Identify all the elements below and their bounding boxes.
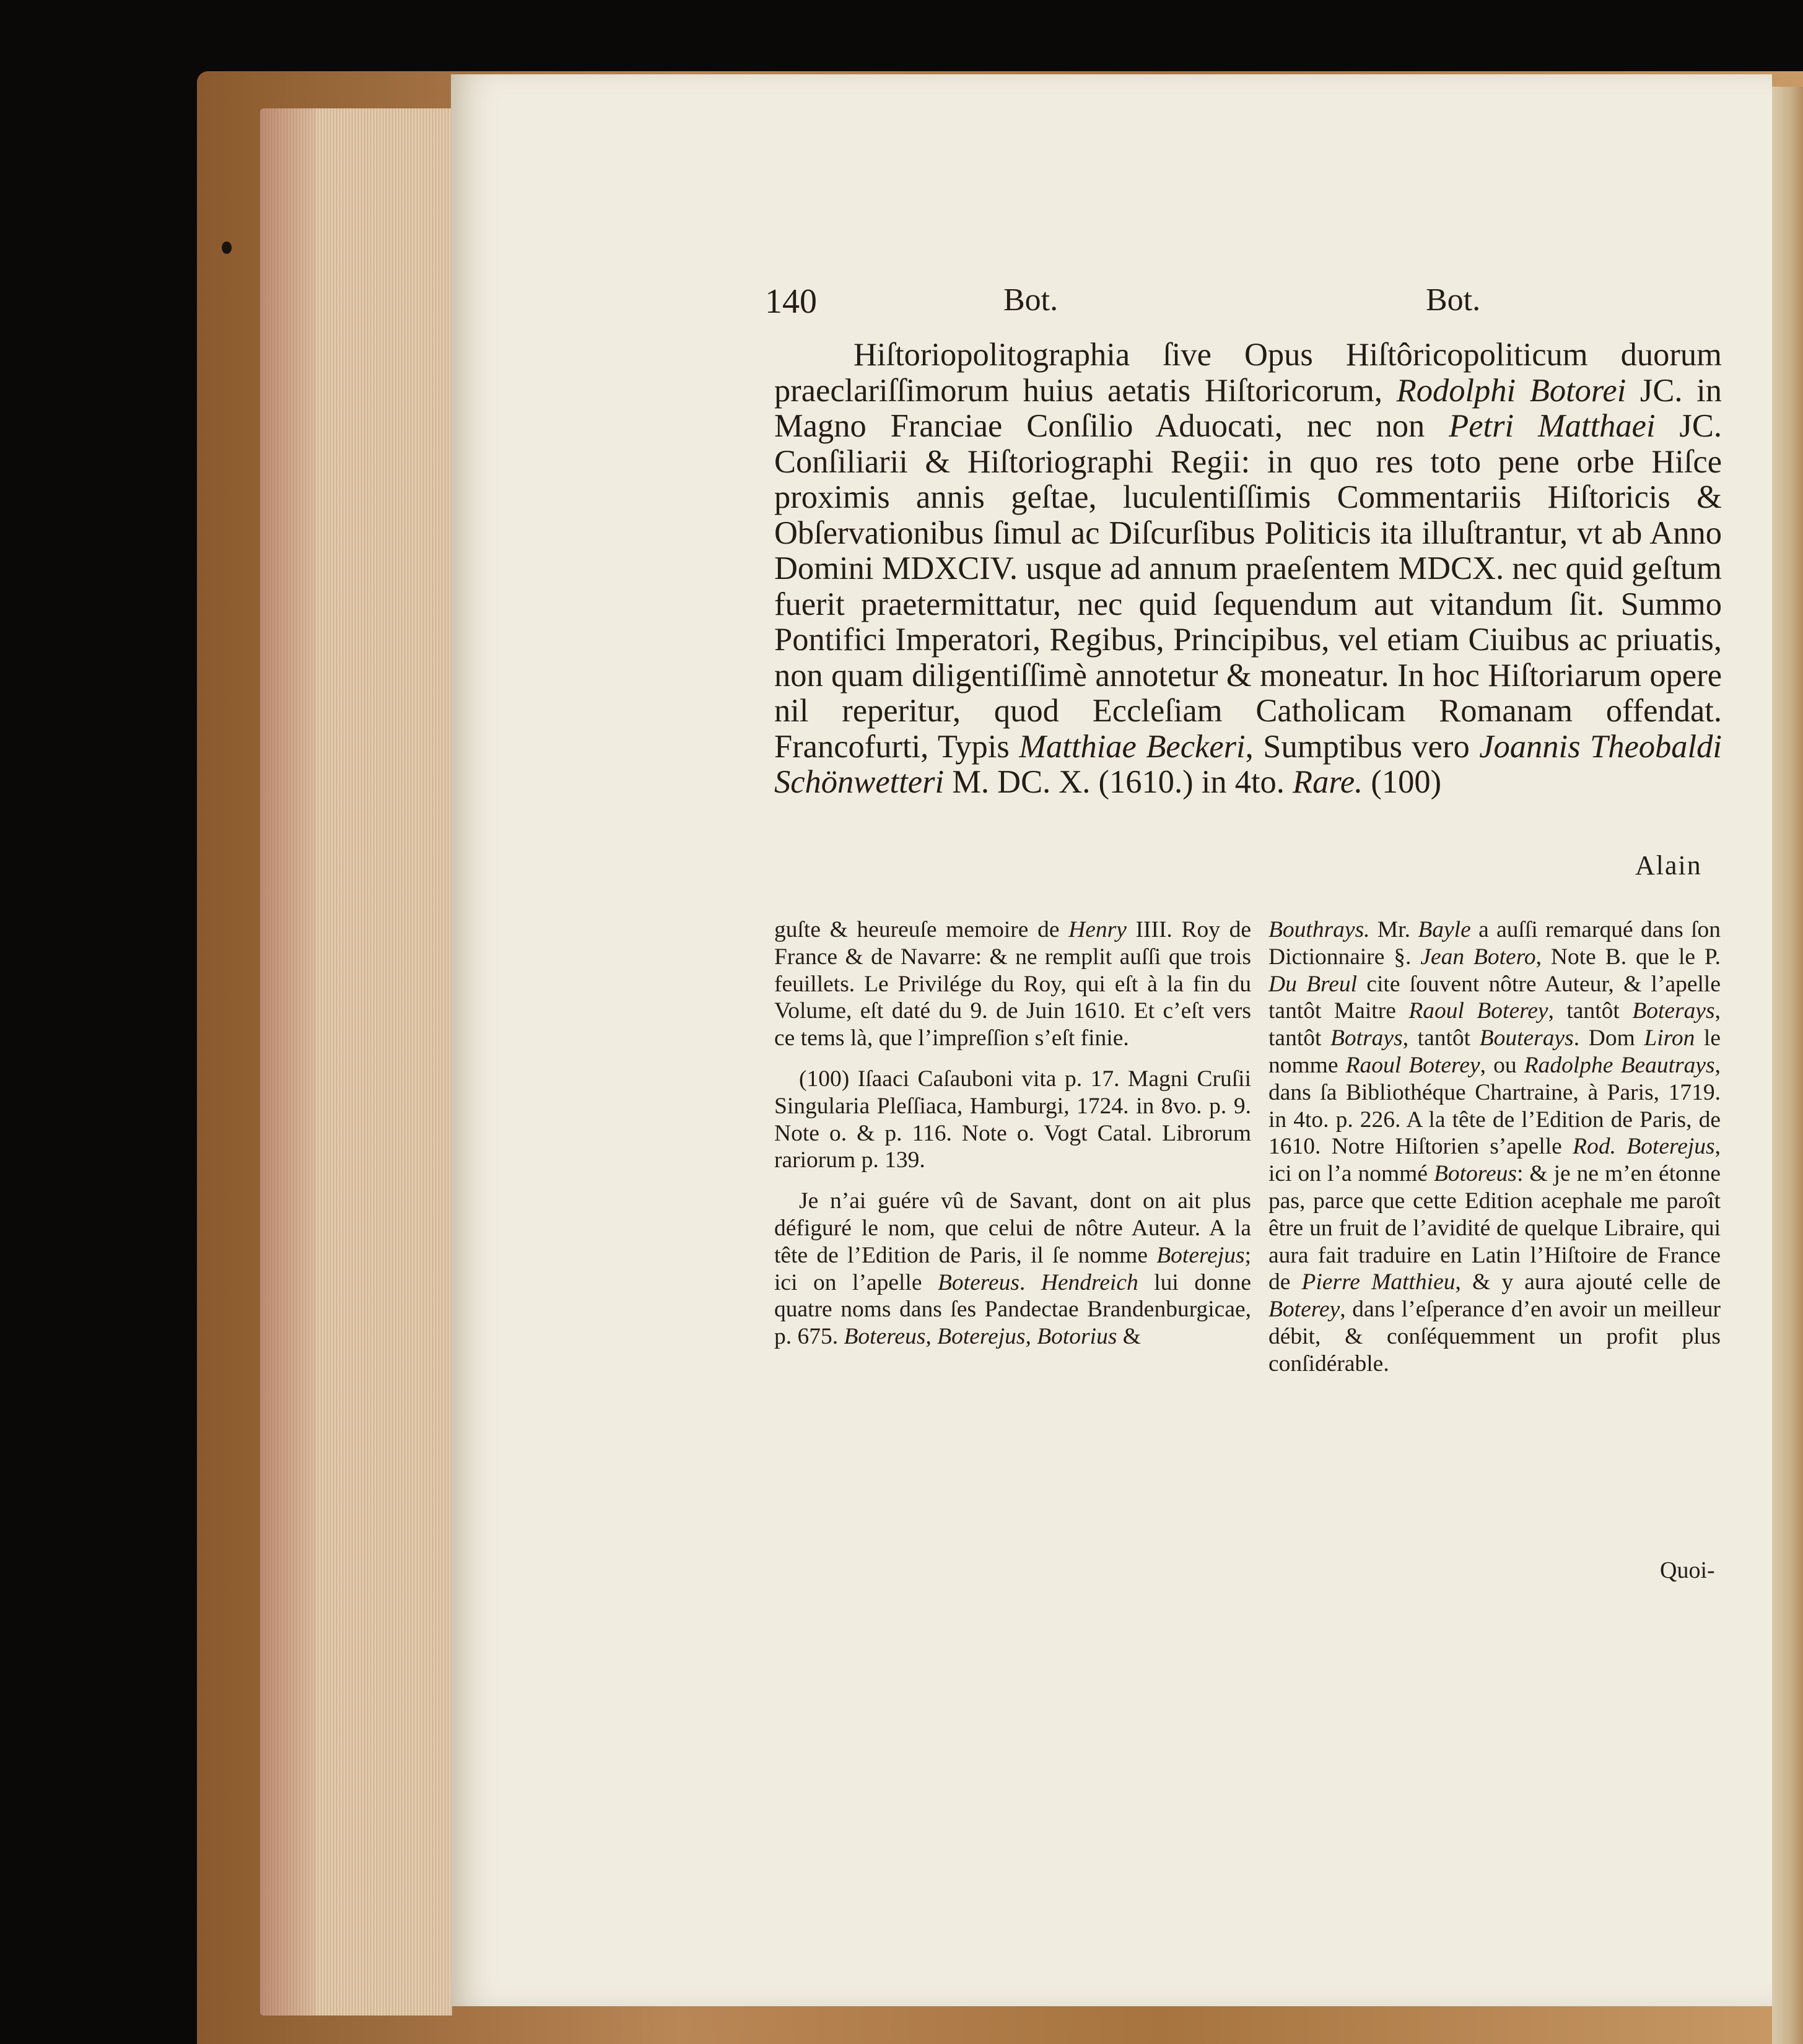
name-hendreich: Hendreich [1041, 1269, 1138, 1295]
name-variant: Botereus [938, 1269, 1019, 1295]
name-variant: Botrays [1330, 1025, 1403, 1051]
left-column [774, 916, 1251, 1364]
title-text-4: , Sumptibus vero [1245, 728, 1480, 765]
footnote-ref: (100) [1363, 764, 1442, 800]
name-liron: Liron [1644, 1025, 1695, 1051]
facing-page-edge [1772, 87, 1803, 2044]
publisher-name: Joannis Theobaldi Schönwetteri [774, 728, 1722, 800]
title-text-5: M. DC. X. (1610.) in 4to. [944, 764, 1293, 800]
text-run: . Dom [1573, 1025, 1644, 1051]
name-variant: Raoul Boterey [1345, 1052, 1480, 1078]
title-text-1: Hiſtoriopolitographia ſive Opus Hiſtôricopoliticum duorum praeclariſſimorum huius aetatis Hiſtoricorum, [774, 337, 1722, 409]
name-variant: Boterey [1268, 1297, 1340, 1323]
running-head-left: Bot. [1003, 282, 1059, 318]
left-paragraph-1 [774, 916, 1251, 1052]
text-run: , tantôt [1548, 998, 1633, 1024]
text-run: a auſſi remarqué dans ſon Dictionnaire §. [1268, 917, 1721, 970]
text-run: cite ſouvent nôtre Auteur, & l’apelle tantôt Maitre [1268, 971, 1721, 1024]
name-bayle: Bayle [1418, 917, 1471, 942]
text-run: ; ici on l’apelle [774, 1242, 1251, 1295]
text-run: . [1019, 1269, 1041, 1295]
running-head-right: Bot. [1426, 282, 1481, 318]
title-text-2: JC. in Magno Franciae Conſilio Aduocati, nec non [774, 372, 1722, 444]
name-matthieu: Pierre Matthieu [1301, 1269, 1456, 1295]
title-text-3: JC. Conſiliarii & Hiſtoriographi Regii: in quo res toto pene orbe Hiſce proximis annis geſtae, luculentiſſimis Commentariis Hiſtoricis & Obſervationibus ſimul ac Diſcurſibus Politicis ita illuſtrantur, vt ab Anno Domini MDXCIV. usque ad annum praeſentem MDCX. nec quid geſtum fuerit praetermittatur, nec quid ſequendum aut vitandum ſit. Summo Pontifici Imperatori, Regibus, Principibus, vel etiam Ciuibus ac priuatis, non quam diligentiſſimè annotetur & moneatur. In hoc Hiſtoriarum opere nil reperitur, quod Eccleſiam Catholicam Romanam offendat. Francofurti, Typis [774, 408, 1722, 765]
text-run: le nomme [1268, 1025, 1721, 1078]
text-run: , dans l’eſperance d’en avoir un meilleur débit, & conſéquemment un profit plus conſidérable. [1268, 1297, 1721, 1376]
text-run: , tantôt [1402, 1025, 1480, 1051]
name-variant: Botoreus [1433, 1161, 1517, 1187]
name-variant: Boterays [1632, 998, 1715, 1024]
name-botero: Jean Botero [1420, 944, 1536, 970]
page-number: 140 [765, 282, 817, 321]
name-variant: Bouterays [1479, 1025, 1574, 1051]
text-run: : & je ne m’en étonne pas, parce que cette Edition acephale me paroît être un fruit de l’avidité de quelque Libraire, qui aura fait traduire en Latin l’Hiſtoire de France de [1268, 1161, 1721, 1295]
page-edge-stain [260, 108, 316, 2016]
text-run: Mr. [1369, 917, 1418, 942]
text-run: & [1117, 1324, 1141, 1350]
cover-hole [222, 241, 232, 254]
name-variant: Bouthrays. [1268, 917, 1370, 942]
right-column [1268, 916, 1721, 1391]
rare-label: Rare. [1293, 764, 1363, 800]
left-paragraph-3 [774, 1188, 1251, 1350]
text-run: Je n’ai guére vû de Savant, dont on ait plus défiguré le nom, que celui de nôtre Auteur. A la tête de l’Edition de Paris, il ſe nomme [774, 1188, 1251, 1268]
name-dubreul: Du Breul [1268, 971, 1358, 997]
author-name-matthaei: Petri Matthaei [1449, 408, 1656, 444]
text-run: , dans ſa Bibliothéque Chartraine, à Paris, 1719. in 4to. p. 226. A la tête de l’Edition de Paris, de 1610. Notre Hiſtorien s’apelle [1268, 1052, 1721, 1160]
name-variant: Raoul Boterey [1408, 998, 1548, 1024]
text-run: guſte & heureuſe memoire de [774, 917, 1069, 942]
name-variant: Radolphe Beautrays [1524, 1052, 1715, 1078]
printer-name: Matthiae Beckeri [1019, 728, 1246, 765]
name-henry: Henry [1068, 917, 1127, 942]
text-run: , tantôt [1268, 998, 1721, 1051]
catchword-bottom: Quoi- [1660, 1557, 1715, 1583]
name-variant: Botereus, Boterejus, Botorius [844, 1324, 1117, 1350]
author-name-botorei: Rodolphi Botorei [1396, 372, 1626, 409]
text-run: IIII. Roy de France & de Navarre: & ne remplit auſſi que trois feuillets. Le Privilége du Roy, qui eſt à la fin du Volume, eſt daté du 9. de Juin 1610. Et c’eſt vers ce tems là, que l’impreſſion s’eſt finie. [774, 917, 1251, 1051]
name-variant: Boterejus [1156, 1242, 1245, 1268]
right-paragraph-1 [1268, 916, 1721, 1378]
catchword-top: Alain [1635, 850, 1702, 881]
name-variant: Rod. Boterejus [1573, 1134, 1715, 1160]
text-run: , ici on l’a nommé [1268, 1134, 1721, 1187]
title-entry [774, 337, 1722, 801]
left-paragraph-2: (100) Iſaaci Caſauboni vita p. 17. Magni Cruſii Singularia Pleſſiaca, Hamburgi, 1724. in 8vo. p. 9. Note o. & p. 116. Note o. Vogt Catal. Librorum rariorum p. 139. [774, 1066, 1251, 1173]
text-run: , Note B. que le P. [1535, 944, 1721, 970]
text-run: , ou [1480, 1052, 1524, 1078]
text-run: , & y aura ajouté celle de [1455, 1269, 1721, 1295]
text-run: lui donne quatre noms dans ſes Pandectae Brandenburgicae, p. 675. [774, 1269, 1252, 1350]
